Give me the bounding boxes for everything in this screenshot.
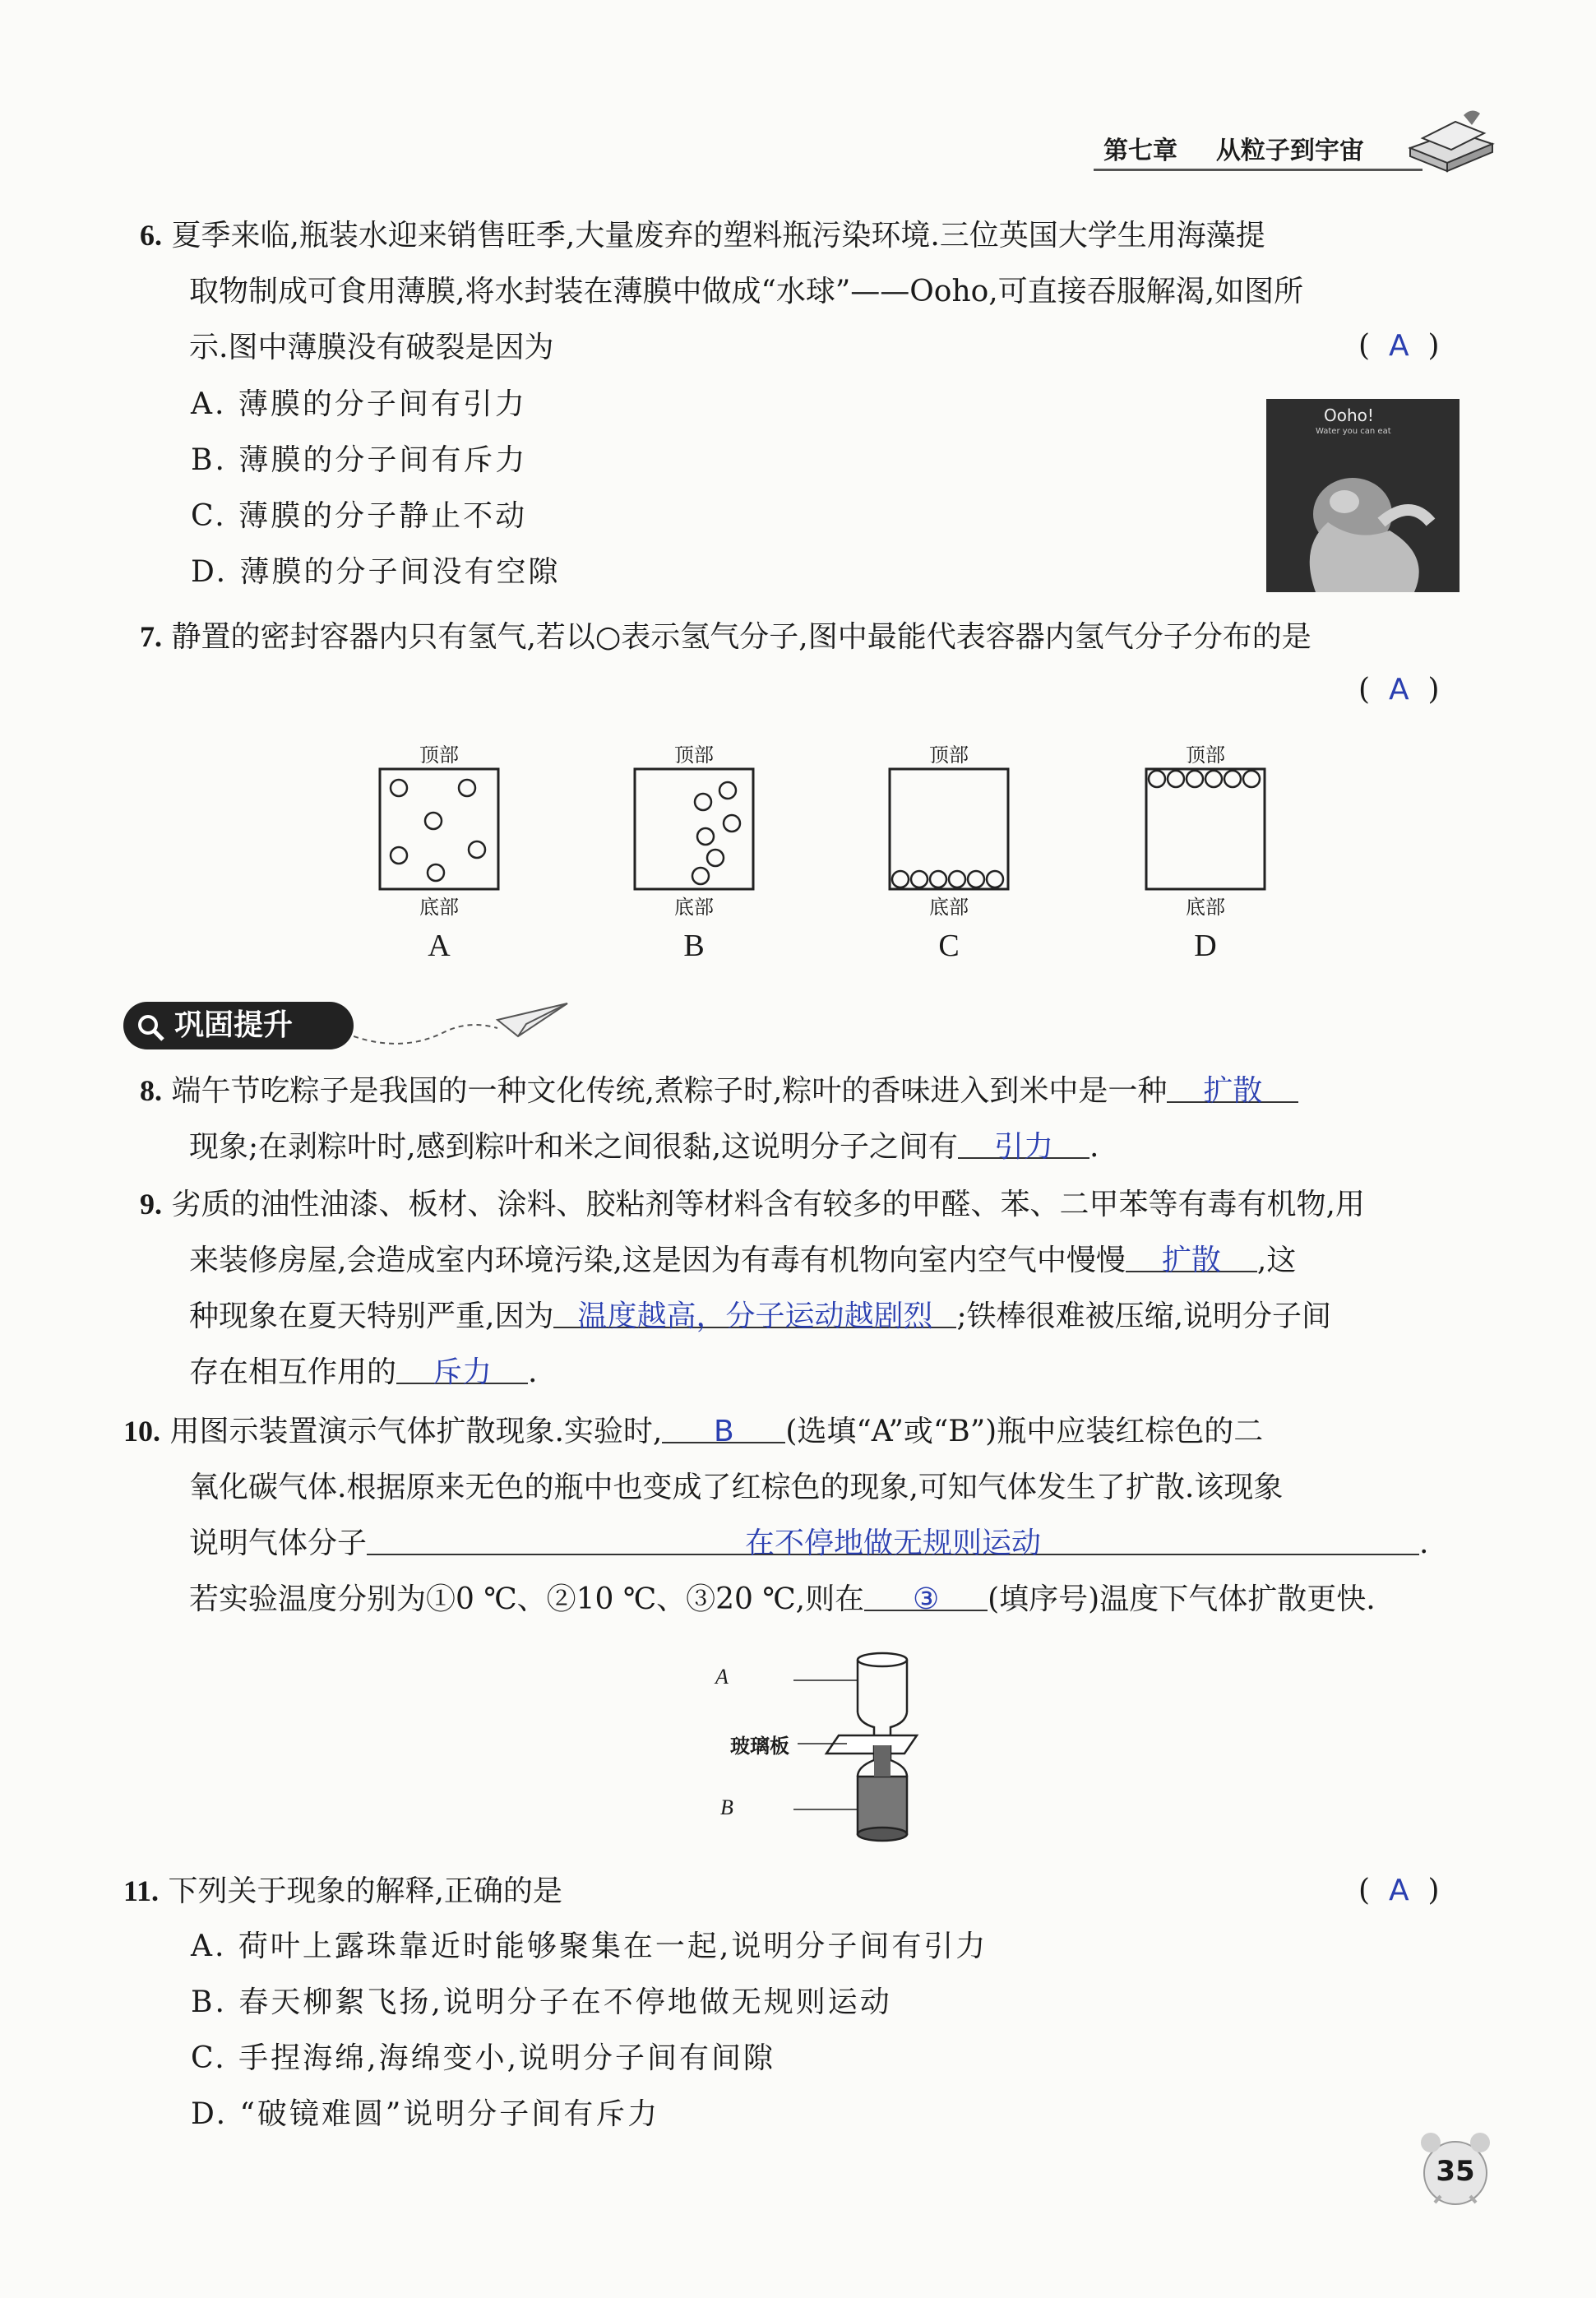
question-9 xyxy=(140,1176,1472,1401)
question-8 xyxy=(140,1063,1472,1175)
q7-answer-paren: ( A ) xyxy=(1358,673,1440,707)
question-number: 11. xyxy=(123,1874,160,1907)
bottle-a-label: A xyxy=(715,1665,729,1689)
photo-subcaption: Water you can eat xyxy=(1316,427,1391,436)
option: D. 薄膜的分子间没有空隙 xyxy=(191,555,561,589)
option: D. “破镜难圆”说明分子间有斥力 xyxy=(191,2097,660,2131)
top-label: 顶部 xyxy=(1186,744,1225,767)
chapter-label: 第七章 xyxy=(1103,137,1177,165)
section-badge xyxy=(123,1002,354,1049)
q8-line1: 端午节吃粽子是我国的一种文化传统,煮粽子时,粽叶的香味进入到米中是一种 xyxy=(171,1074,1168,1108)
question-11 xyxy=(123,1863,1472,1920)
q9-line3-post: ;铁棒很难被压缩,说明分子间 xyxy=(956,1300,1332,1333)
books-icon xyxy=(1406,107,1497,173)
q11-line1: 下列关于现象的解释,正确的是 xyxy=(168,1874,562,1908)
question-number: 6. xyxy=(140,219,162,252)
choice-letter: A xyxy=(428,929,451,963)
question-number: 8. xyxy=(140,1074,162,1107)
punctuation: . xyxy=(1089,1130,1099,1164)
q9-line2-post: ,这 xyxy=(1256,1244,1297,1277)
answer-blank: 扩散 xyxy=(1126,1233,1257,1272)
option: C. 手捏海绵,海绵变小,说明分子间有间隙 xyxy=(191,2041,776,2075)
page-number: 35 xyxy=(1436,2155,1475,2188)
q6-line2: 取物制成可食用薄膜,将水封装在薄膜中做成“水球”——Ooho,可直接吞服解渴,如图所 xyxy=(189,275,1304,308)
q10-line1: 用图示装置演示气体扩散现象.实验时, xyxy=(169,1415,663,1448)
q6-answer-paren: ( A ) xyxy=(1358,329,1440,363)
q9-line1: 劣质的油性油漆、板材、涂料、胶粘剂等材料含有较多的甲醛、苯、二甲苯等有毒有机物,用 xyxy=(171,1188,1365,1221)
q7-answer: A xyxy=(1388,673,1409,707)
q11-answer-paren: ( A ) xyxy=(1358,1874,1440,1907)
bottom-label: 底部 xyxy=(929,896,969,919)
container-diagram-c xyxy=(888,739,1010,964)
q10-line4: 若实验温度分别为①0 ℃、②10 ℃、③20 ℃,则在 xyxy=(189,1582,865,1616)
q9-line3: 种现象在夏天特别严重,因为 xyxy=(189,1300,554,1333)
q10-line1-post: (选填“A”或“B”)瓶中应装红棕色的二 xyxy=(785,1415,1264,1448)
q10-line2: 氧化碳气体.根据原来无色的瓶中也变成了红棕色的现象,可知气体发生了扩散.该现象 xyxy=(189,1471,1284,1504)
choice-letter: D xyxy=(1194,929,1217,963)
q11-answer: A xyxy=(1388,1874,1409,1907)
choice-letter: B xyxy=(683,929,705,963)
question-10 xyxy=(123,1403,1472,1628)
punctuation: . xyxy=(1419,1527,1429,1560)
q8-line2: 现象;在剥粽叶时,感到粽叶和米之间很黏,这说明分子之间有 xyxy=(189,1130,959,1164)
answer-blank: ③ xyxy=(864,1572,988,1611)
question-number: 10. xyxy=(123,1415,160,1448)
q6-line1: 夏季来临,瓶装水迎来销售旺季,大量废弃的塑料瓶污染环境.三位英国大学生用海藻提 xyxy=(171,219,1265,253)
bottom-label: 底部 xyxy=(419,896,459,919)
container-diagram-b xyxy=(633,739,755,964)
question-7 xyxy=(140,609,1472,665)
chapter-title: 从粒子到宇宙 xyxy=(1215,137,1364,165)
q7-line1: 静置的密封容器内只有氢气,若以○表示氢气分子,图中最能代表容器内氢气分子分布的是 xyxy=(171,620,1311,654)
photo-caption: Ooho! xyxy=(1324,405,1374,425)
choice-letter: C xyxy=(938,929,960,963)
bottom-label: 底部 xyxy=(674,896,714,919)
bottom-label: 底部 xyxy=(1186,896,1225,919)
chapter-header xyxy=(1103,130,1364,166)
option: B. 薄膜的分子间有斥力 xyxy=(191,443,528,477)
top-label: 顶部 xyxy=(419,744,459,767)
q9-line2: 来装修房屋,会造成室内环境污染,这是因为有毒有机物向室内空气中慢慢 xyxy=(189,1244,1126,1277)
search-icon xyxy=(136,1010,166,1058)
question-number: 7. xyxy=(140,620,162,653)
question-number: 9. xyxy=(140,1188,162,1221)
answer-blank: 温度越高，分子运动越剧烈 xyxy=(553,1289,956,1328)
answer-blank: 在不停地做无规则运动 xyxy=(367,1516,1419,1555)
option: B. 春天柳絮飞扬,说明分子在不停地做无规则运动 xyxy=(191,1985,892,2019)
container-diagram-a xyxy=(378,739,500,964)
bottle-b-label: B xyxy=(720,1795,733,1819)
option: A. 荷叶上露珠靠近时能够聚集在一起,说明分子间有引力 xyxy=(191,1930,988,1963)
q9-line4: 存在相互作用的 xyxy=(189,1355,397,1389)
answer-blank: 扩散 xyxy=(1167,1063,1298,1103)
question-6 xyxy=(140,207,1472,376)
top-label: 顶部 xyxy=(929,744,969,767)
ooho-photo xyxy=(1266,399,1460,592)
option: A. 薄膜的分子间有引力 xyxy=(191,387,527,421)
section-title: 巩固提升 xyxy=(174,1008,294,1042)
container-diagram-d xyxy=(1145,739,1266,964)
answer-blank: 斥力 xyxy=(396,1345,528,1384)
q10-line4-post: (填序号)温度下气体扩散更快. xyxy=(988,1582,1376,1616)
answer-blank: B xyxy=(662,1404,785,1443)
q6-answer: A xyxy=(1388,329,1409,363)
answer-blank: 引力 xyxy=(958,1119,1089,1159)
punctuation: . xyxy=(528,1355,538,1389)
paper-plane-icon xyxy=(354,995,576,1053)
option: C. 薄膜的分子静止不动 xyxy=(191,499,528,533)
header-rule xyxy=(1094,169,1423,171)
q10-line3: 说明气体分子 xyxy=(189,1527,368,1560)
q11-options xyxy=(191,1919,988,2143)
q6-options xyxy=(191,377,560,600)
glass-plate-label: 玻璃板 xyxy=(730,1735,789,1758)
top-label: 顶部 xyxy=(674,744,714,767)
q6-line3: 示.图中薄膜没有破裂是因为 xyxy=(189,331,554,364)
